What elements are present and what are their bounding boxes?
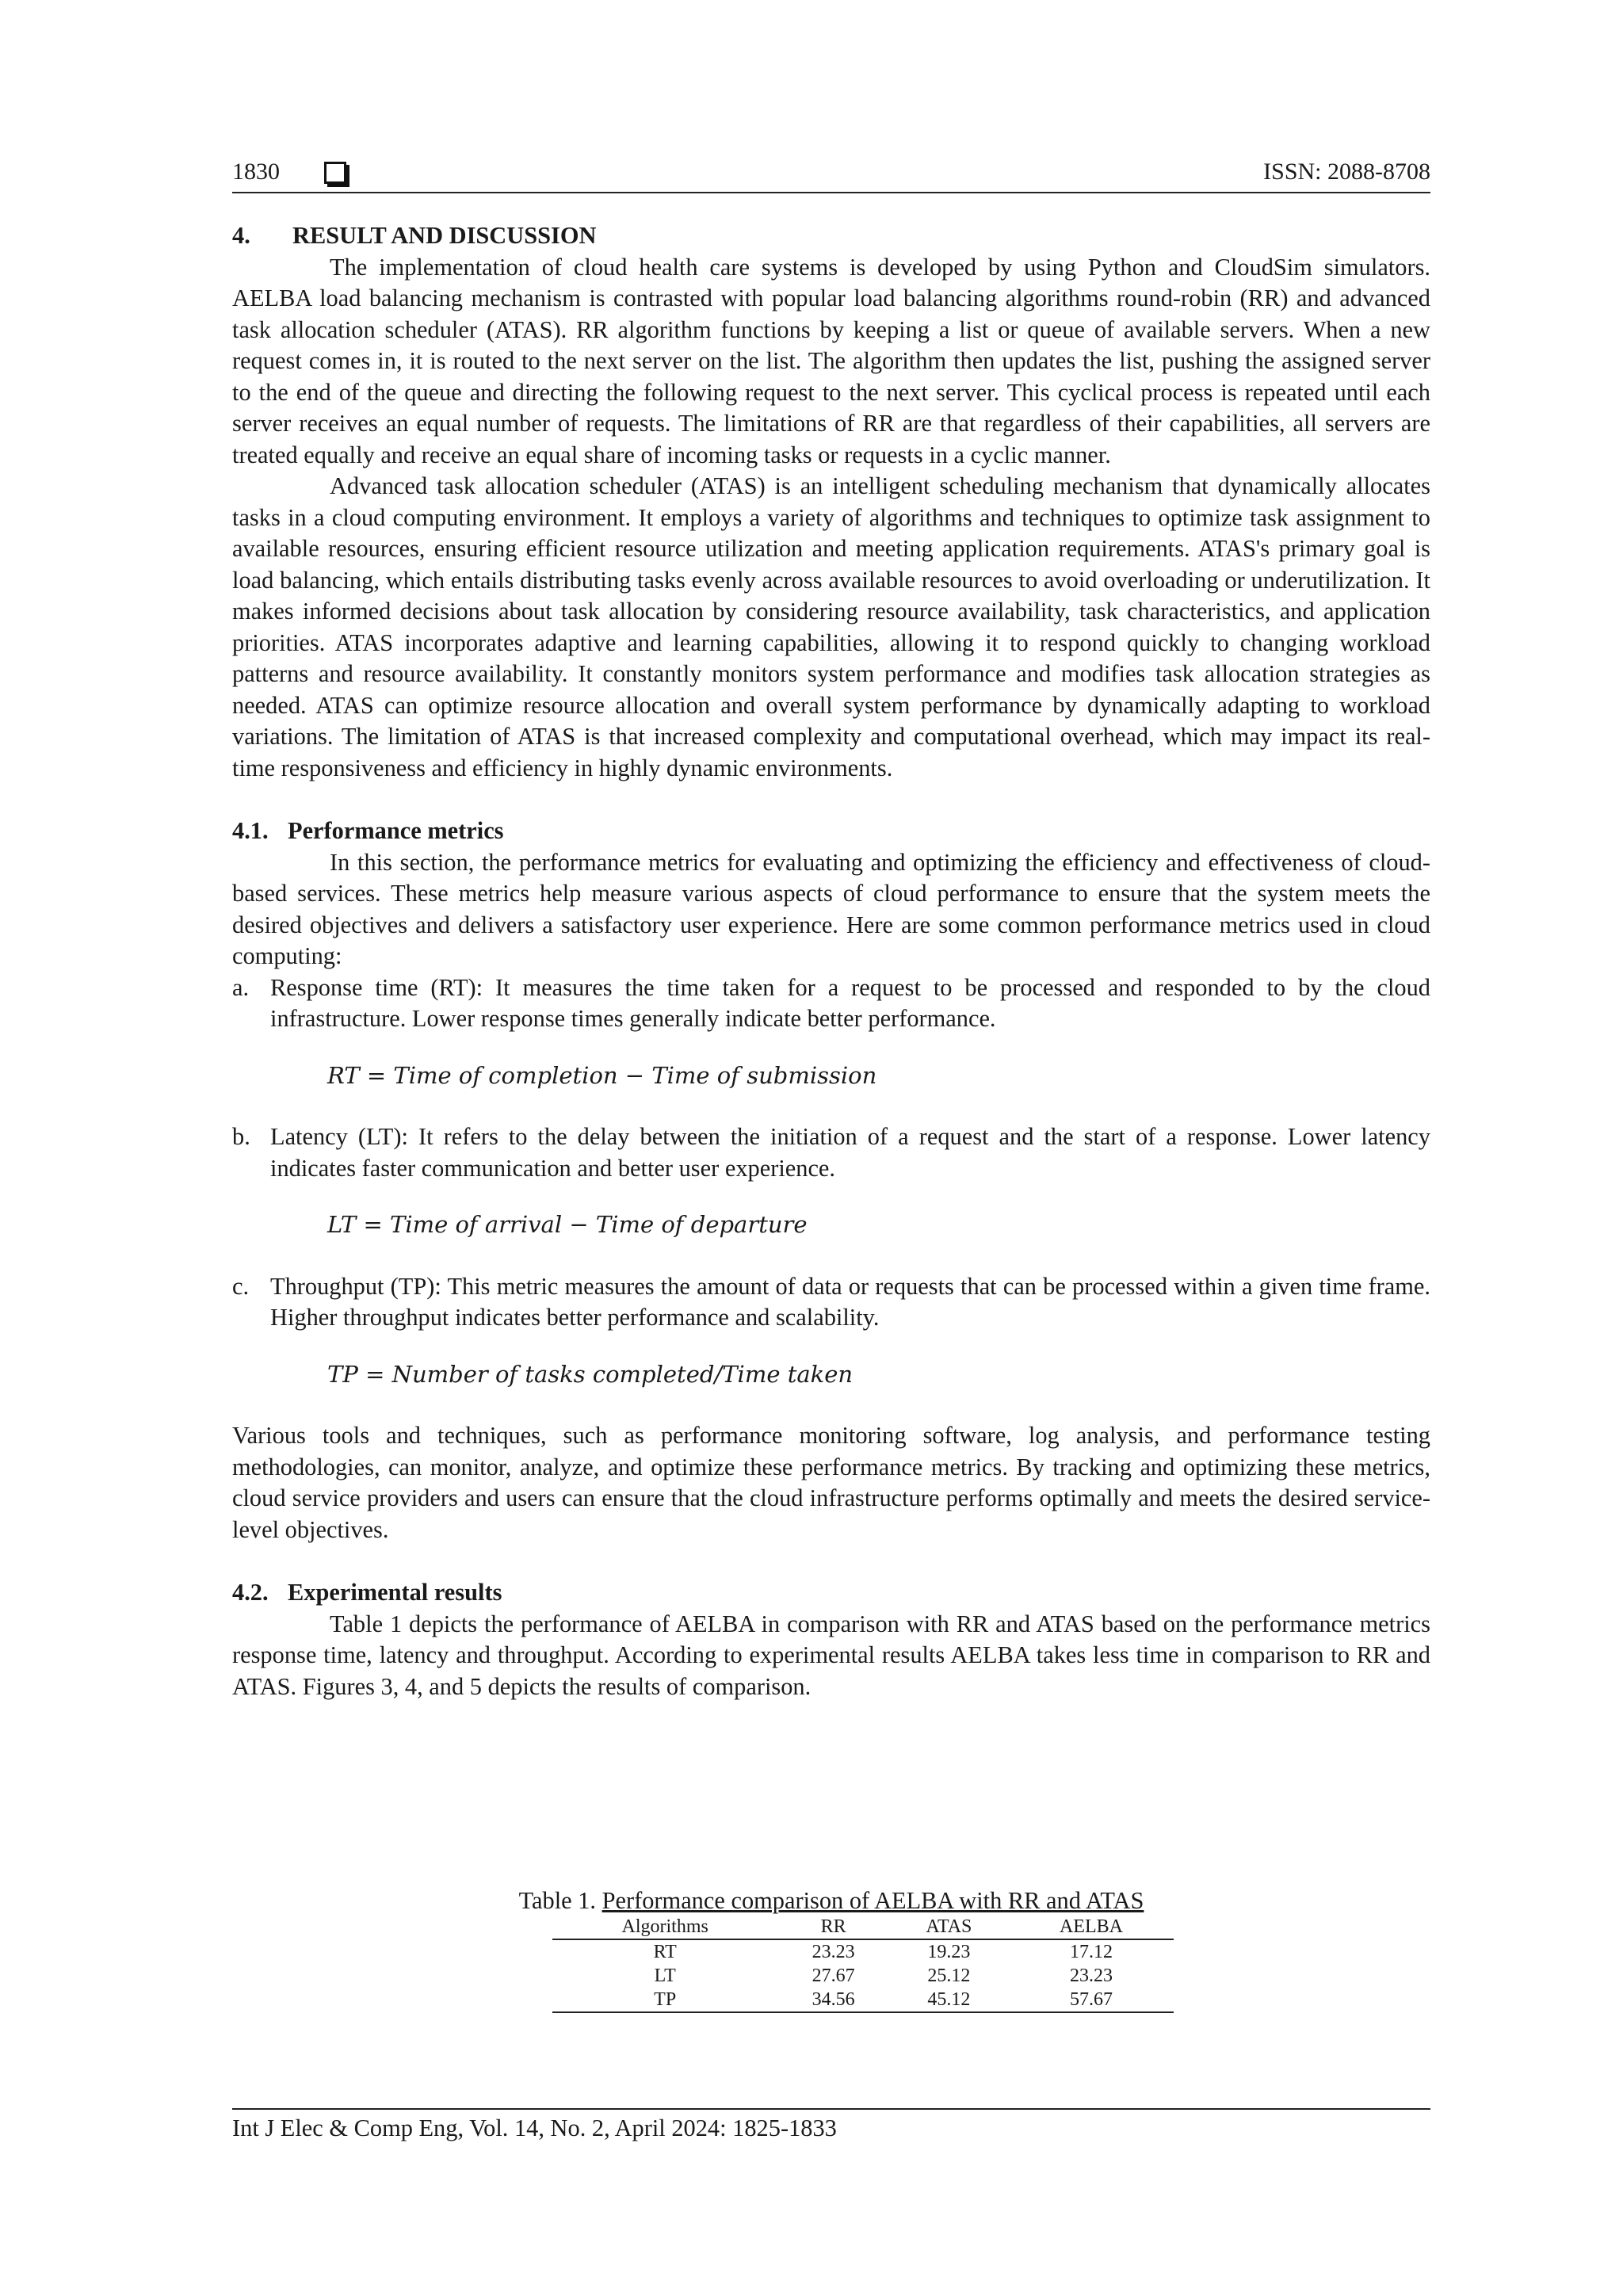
subsection-heading-results	[232, 1577, 1430, 1609]
section-number: 4.	[232, 222, 250, 249]
subsection-heading-metrics	[232, 816, 1430, 847]
list-label: c.	[232, 1272, 250, 1300]
issn-label: ISSN: 2088-8708	[1263, 159, 1430, 185]
table-header-cell: Algorithms	[552, 1915, 777, 1939]
table-header-cell: RR	[777, 1915, 888, 1939]
table-cell: TP	[552, 1988, 777, 2012]
formula-throughput: TP = Number of tasks completed/Time taken	[327, 1360, 854, 1388]
table-cell: 57.67	[1009, 1988, 1174, 2012]
table-header-row	[552, 1915, 1174, 1939]
table-caption	[232, 1886, 1430, 1915]
list-label: b.	[232, 1123, 250, 1150]
table-1	[232, 1886, 1430, 2010]
journal-citation: Int J Elec & Comp Eng, Vol. 14, No. 2, April 2024: 1825-1833	[232, 2115, 837, 2141]
list-text: Throughput (TP): This metric measures the amount of data or requests that can be processed within a given time frame. Higher throughput indicates better performance and scalability.	[270, 1272, 1430, 1331]
table-row	[552, 1988, 1174, 2012]
table-row	[552, 1939, 1174, 1964]
article-body	[232, 220, 1430, 1702]
list-item-latency	[232, 1121, 1430, 1184]
list-label: a.	[232, 973, 250, 1001]
section-heading	[232, 220, 1430, 252]
paragraph-atas: Advanced task allocation scheduler (ATAS) is an intelligent scheduling mechanism that dynamically allocates tasks in a cloud computing environment. It employs a variety of algorithms and techniques to optimize task assignment to available resources, ensuring efficient resource utilization and meeting application requirements. ATAS's primary goal is load balancing, which entails distributing tasks evenly across available resources to avoid overloading or underutilization. It makes informed decisions about task allocation by considering resource availability, task characteristics, and application priorities. ATAS incorporates adaptive and learning capabilities, allowing it to respond quickly to changing workload patterns and resource availability. It constantly monitors system performance and modifies task allocation strategies as needed. ATAS can optimize resource allocation and overall system performance by dynamically adapting to workload variations. The limitation of ATAS is that increased complexity and computational overhead, which may impact its real-time responsiveness and efficiency in highly dynamic environments.	[232, 472, 1430, 781]
list-item-response-time	[232, 972, 1430, 1035]
page-header	[232, 155, 1430, 193]
formula-response-time: RT = Time of completion − Time of submission	[327, 1061, 877, 1089]
list-item-throughput	[232, 1271, 1430, 1334]
table-cell: RT	[653, 1942, 677, 1962]
subsection-title: Performance metrics	[288, 817, 504, 844]
section-title: RESULT AND DISCUSSION	[292, 222, 597, 249]
page-number: 1830	[232, 159, 280, 185]
comparison-table	[552, 1915, 1174, 2013]
table-cell: 27.67	[812, 1966, 855, 1986]
subsection-number: 4.1.	[232, 817, 269, 844]
table-cell: 19.23	[927, 1942, 971, 1962]
metrics-intro: In this section, the performance metrics for evaluating and optimizing the efficiency and effectiveness of cloud-based services. These metrics help measure various aspects of cloud performance to ensure that the system meets the desired objectives and delivers a satisfactory user experience. Here are some common performance metrics used in cloud computing:	[232, 848, 1430, 969]
subsection-number: 4.2.	[232, 1579, 269, 1606]
results-paragraph: Table 1 depicts the performance of AELBA in comparison with RR and ATAS based on the performance metrics response time, latency and throughput. According to experimental results AELBA takes less time in comparison to RR and ATAS. Figures 3, 4, and 5 depicts the results of comparison.	[232, 1610, 1430, 1700]
table-caption-prefix: Table 1.	[518, 1887, 602, 1914]
table-cell: 17.12	[1069, 1942, 1113, 1962]
table-cell: 25.12	[927, 1966, 971, 1986]
formula-latency: LT = Time of arrival − Time of departure	[327, 1211, 808, 1238]
table-row	[552, 1964, 1174, 1988]
paragraph-rr: The implementation of cloud health care systems is developed by using Python and CloudSim simulators. AELBA load balancing mechanism is contrasted with popular load balancing algorithms round-robin (RR) and advanced task allocation scheduler (ATAS). RR algorithm functions by keeping a list or queue of available servers. When a new request comes in, it is routed to the next server on the list. The algorithm then updates the list, pushing the assigned server to the end of the queue and directing the following request to the next server. This cyclical process is repeated until each server receives an equal number of requests. The limitations of RR are that regardless of their capabilities, all servers are treated equally and receive an equal share of incoming tasks or requests in a cyclic manner.	[232, 253, 1430, 468]
list-text: Latency (LT): It refers to the delay between the initiation of a request and the start of a response. Lower latency indicates faster communication and better user experience.	[270, 1123, 1430, 1182]
subsection-title: Experimental results	[288, 1579, 502, 1606]
table-cell: LT	[654, 1966, 676, 1986]
square-bullet-icon	[324, 162, 346, 184]
table-header-cell: ATAS	[889, 1915, 1009, 1939]
table-cell: 23.23	[1069, 1966, 1113, 1986]
table-cell: 45.12	[889, 1988, 1009, 2012]
page-footer	[232, 2108, 1430, 2142]
table-cell: 34.56	[777, 1988, 888, 2012]
table-caption-title: Performance comparison of AELBA with RR and ATAS	[601, 1887, 1144, 1914]
table-cell: 23.23	[812, 1942, 855, 1962]
list-text: Response time (RT): It measures the time taken for a request to be processed and responded to by the cloud infrastructure. Lower response times generally indicate better performance.	[270, 973, 1430, 1032]
metrics-closing: Various tools and techniques, such as performance monitoring software, log analysis, and performance testing methodologies, can monitor, analyze, and optimize these performance metrics. By tracking and optimizing these metrics, cloud service providers and users can ensure that the cloud infrastructure performs optimally and meets the desired service-level objectives.	[232, 1422, 1430, 1543]
table-header-cell: AELBA	[1009, 1915, 1174, 1939]
